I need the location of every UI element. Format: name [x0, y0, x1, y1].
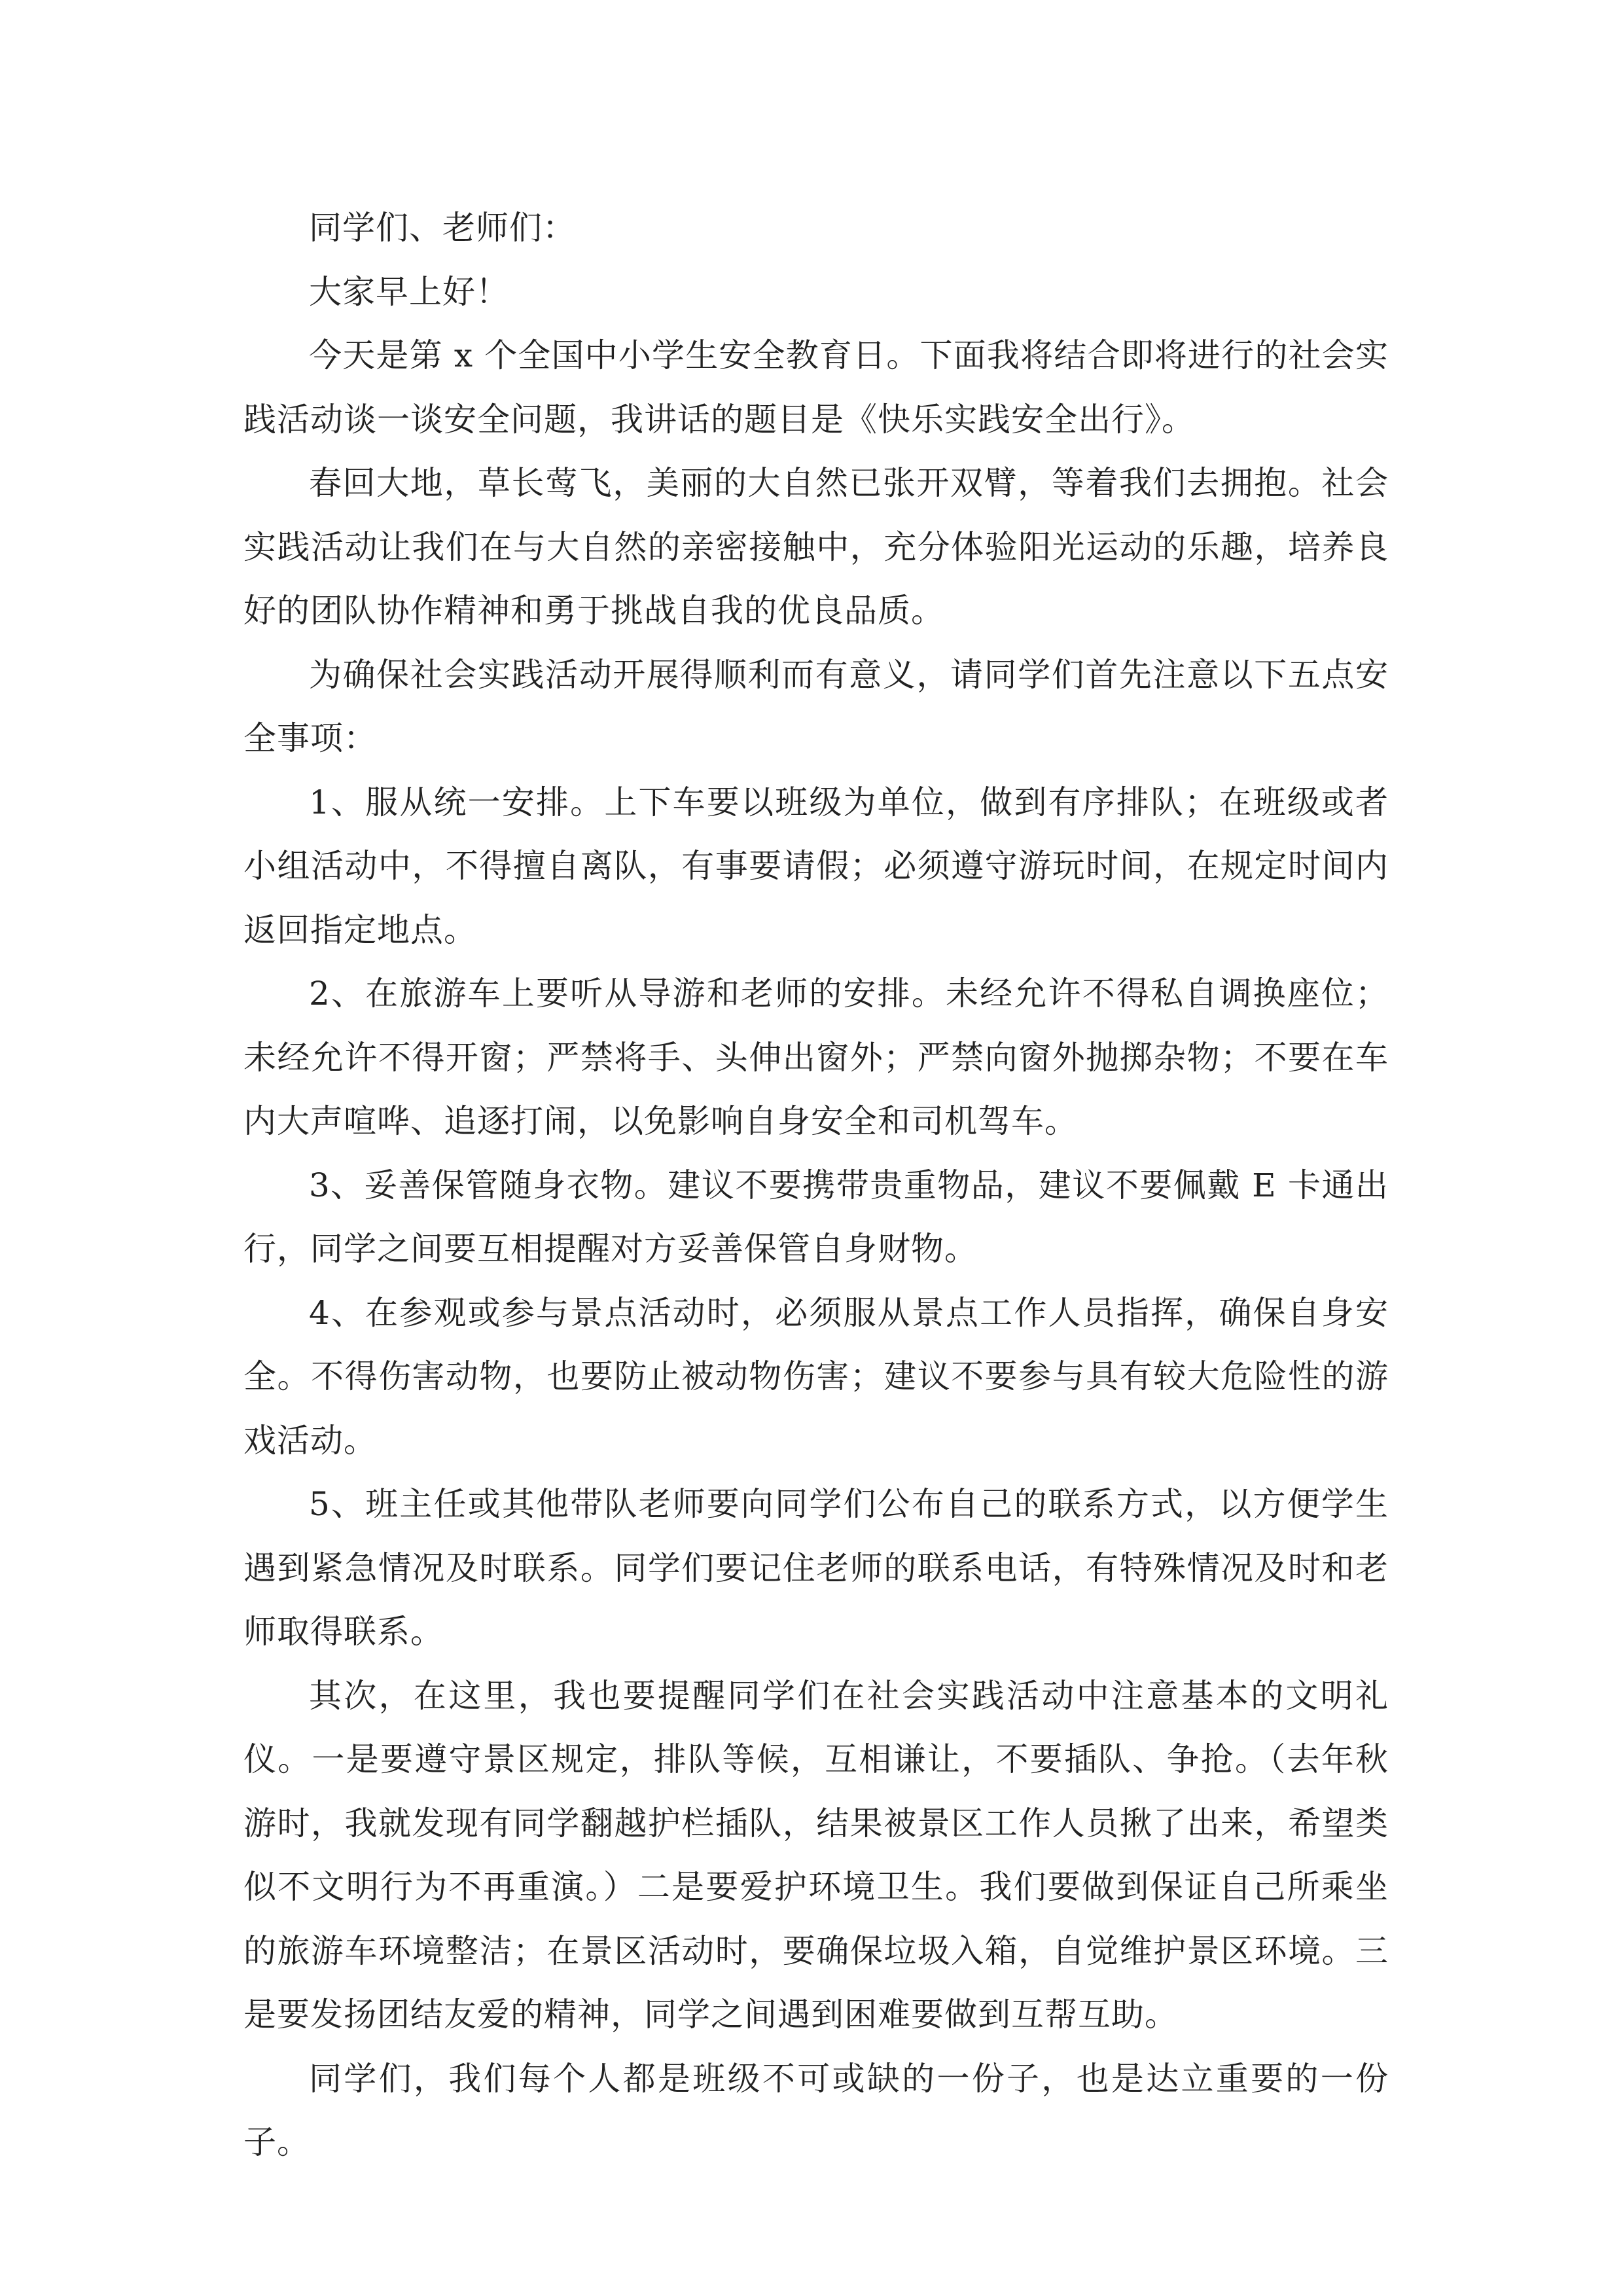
safety-item-1: 1、服从统一安排。上下车要以班级为单位，做到有序排队；在班级或者小组活动中，不得擅自离队，有事要请假；必须遵守游玩时间，在规定时间内返回指定地点。: [243, 783, 1389, 949]
paragraph-safety-intro: 为确保社会实践活动开展得顺利而有意义，请同学们首先注意以下五点安全事项：: [243, 655, 1389, 757]
greeting: 大家早上好！: [309, 272, 509, 311]
safety-item-2: 2、在旅游车上要听从导游和老师的安排。未经允许不得私自调换座位；未经允许不得开窗；严禁将手、头伸出窗外；严禁向窗外抛掷杂物；不要在车内大声喧哗、追逐打闹，以免影响自身安全和司机驾车。: [243, 975, 1389, 1140]
salutation: 同学们、老师们：: [309, 209, 576, 247]
paragraph-etiquette: 其次，在这里，我也要提醒同学们在社会实践活动中注意基本的文明礼仪。一是要遵守景区规定，排队等候，互相谦让，不要插队、争抢。（去年秋游时，我就发现有同学翻越护栏插队，结果被景区工作人员揪了出来，希望类似不文明行为不再重演。）二是要爱护环境卫生。我们要做到保证自己所乘坐的旅游车环境整洁；在景区活动时，要确保垃圾入箱，自觉维护景区环境。三是要发扬团结友爱的精神，同学之间遇到困难要做到互帮互助。: [243, 1676, 1389, 2034]
safety-item-4: 4、在参观或参与景点活动时，必须服从景点工作人员指挥，确保自身安全。不得伤害动物，也要防止被动物伤害；建议不要参与具有较大危险性的游戏活动。: [243, 1293, 1389, 1460]
paragraph-intro: 今天是第 x 个全国中小学生安全教育日。下面我将结合即将进行的社会实践活动谈一谈安全问题，我讲话的题目是《快乐实践安全出行》。: [243, 336, 1389, 439]
paragraph-closing: 同学们，我们每个人都是班级不可或缺的一份子，也是达立重要的一份子。: [243, 2059, 1389, 2161]
paragraph-spring: 春回大地，草长莺飞，美丽的大自然已张开双臂，等着我们去拥抱。社会实践活动让我们在与大自然的亲密接触中，充分体验阳光运动的乐趣，培养良好的团队协作精神和勇于挑战自我的优良品质。: [243, 464, 1389, 630]
safety-item-5: 5、班主任或其他带队老师要向同学们公布自己的联系方式，以方便学生遇到紧急情况及时联系。同学们要记住老师的联系电话，有特殊情况及时和老师取得联系。: [243, 1485, 1389, 1651]
document-body: [243, 196, 1389, 2175]
safety-item-3: 3、妥善保管随身衣物。建议不要携带贵重物品，建议不要佩戴 E 卡通出行，同学之间要互相提醒对方妥善保管自身财物。: [243, 1166, 1389, 1268]
